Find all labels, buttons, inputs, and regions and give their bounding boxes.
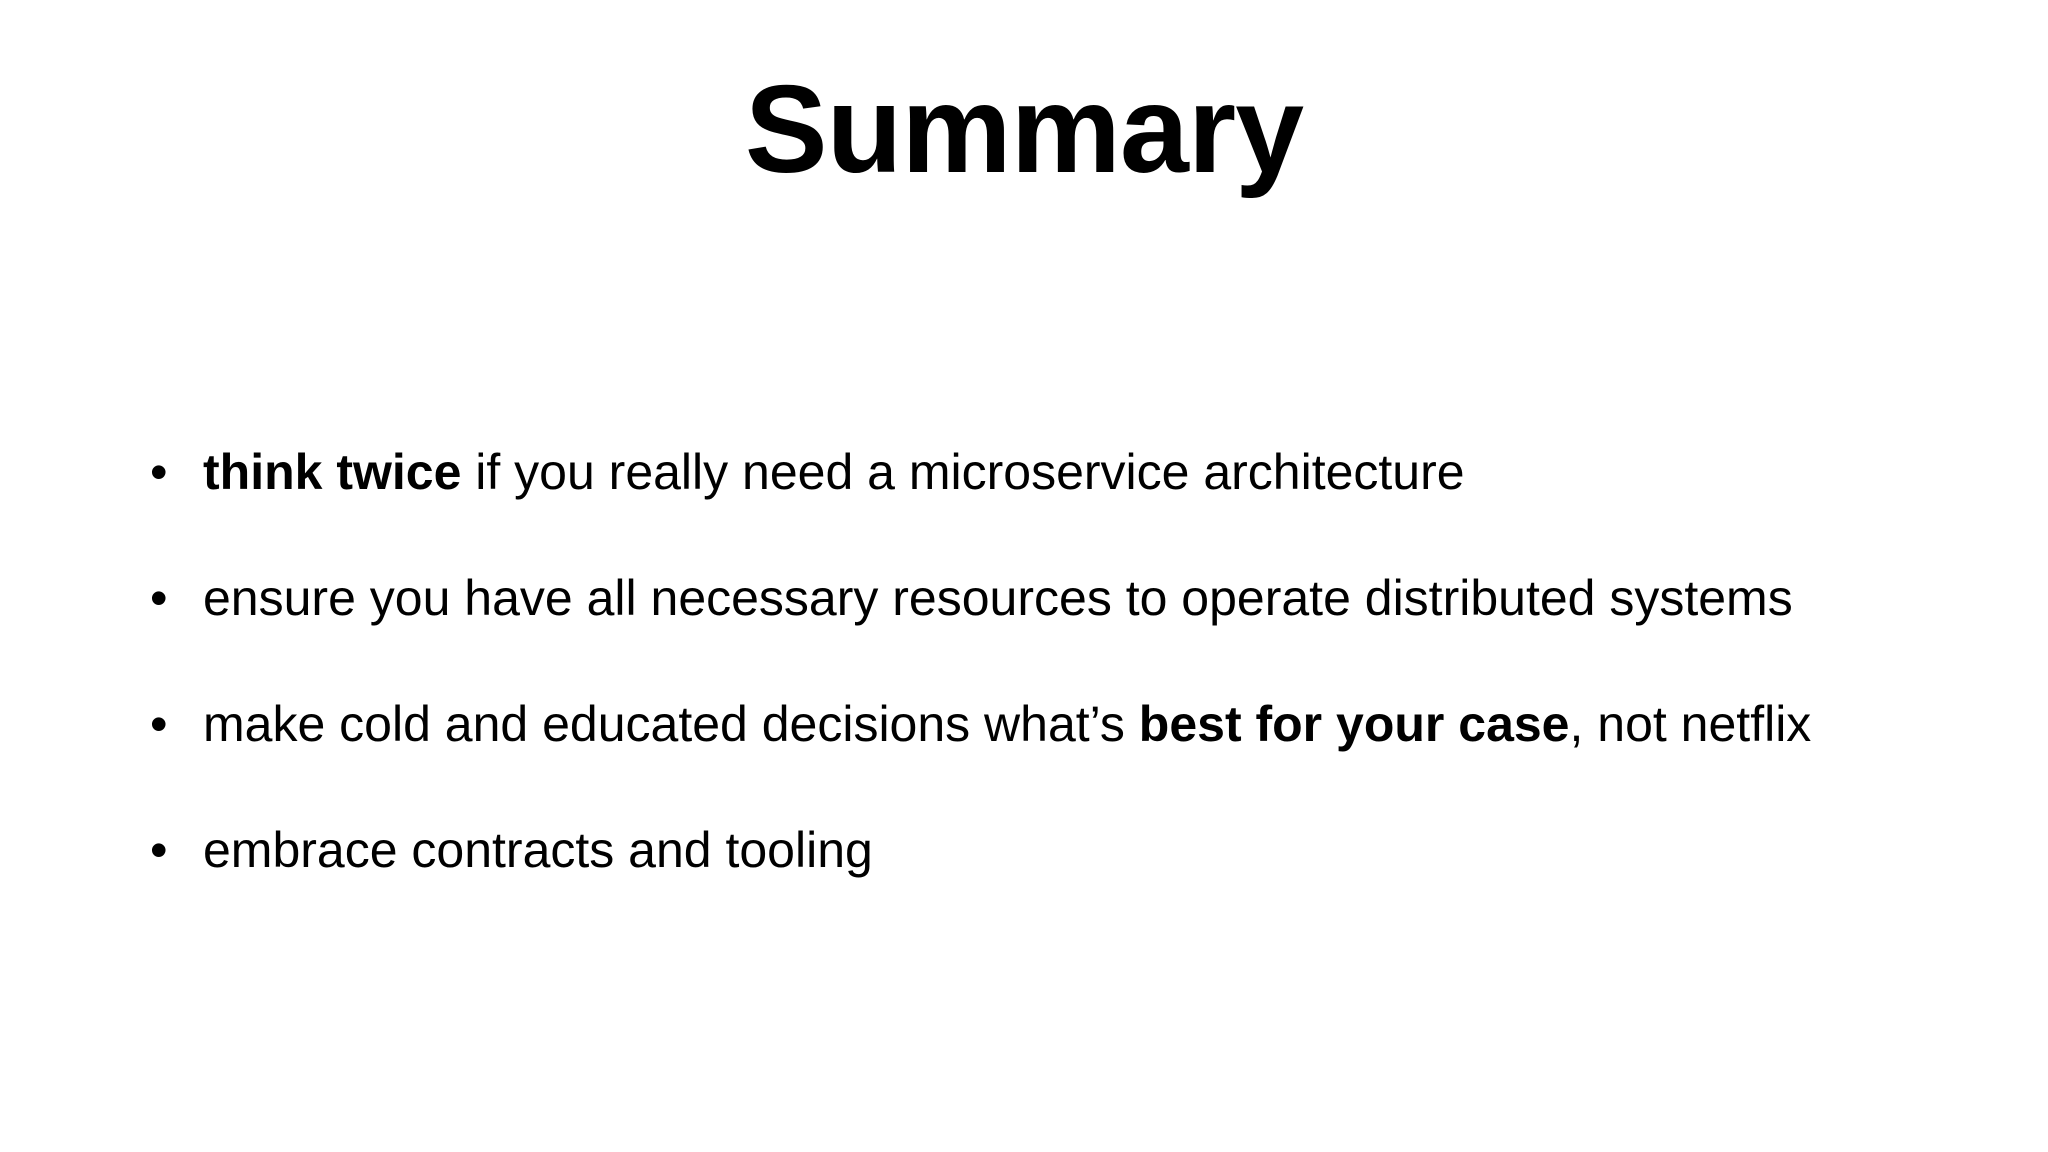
bullet-text: ensure you have all necessary resources to operate distributed systems [203,570,1793,626]
bullet-text: embrace contracts and tooling [203,822,873,878]
bullet-item-decisions [150,688,1950,814]
bullet-emphasis: think twice [203,444,462,500]
bullet-text-start: make cold and educated decisions what’s [203,696,1139,752]
bullet-icon: • [150,696,168,752]
bullet-text [203,688,1811,760]
bullet-item-resources [150,562,1950,688]
bullet-text-rest: if you really need a microservice architecture [461,444,1465,500]
bullet-text-end: , not netflix [1569,696,1812,752]
bullet-item-contracts [150,814,1950,940]
bullet-icon: • [150,570,168,626]
bullet-list [150,436,1950,940]
bullet-icon: • [150,822,168,878]
bullet-item-think-twice [150,436,1950,562]
slide-title: Summary [744,61,1304,199]
bullet-emphasis: best for your case [1138,696,1570,752]
bullet-text [203,436,1465,508]
bullet-icon: • [150,444,168,500]
